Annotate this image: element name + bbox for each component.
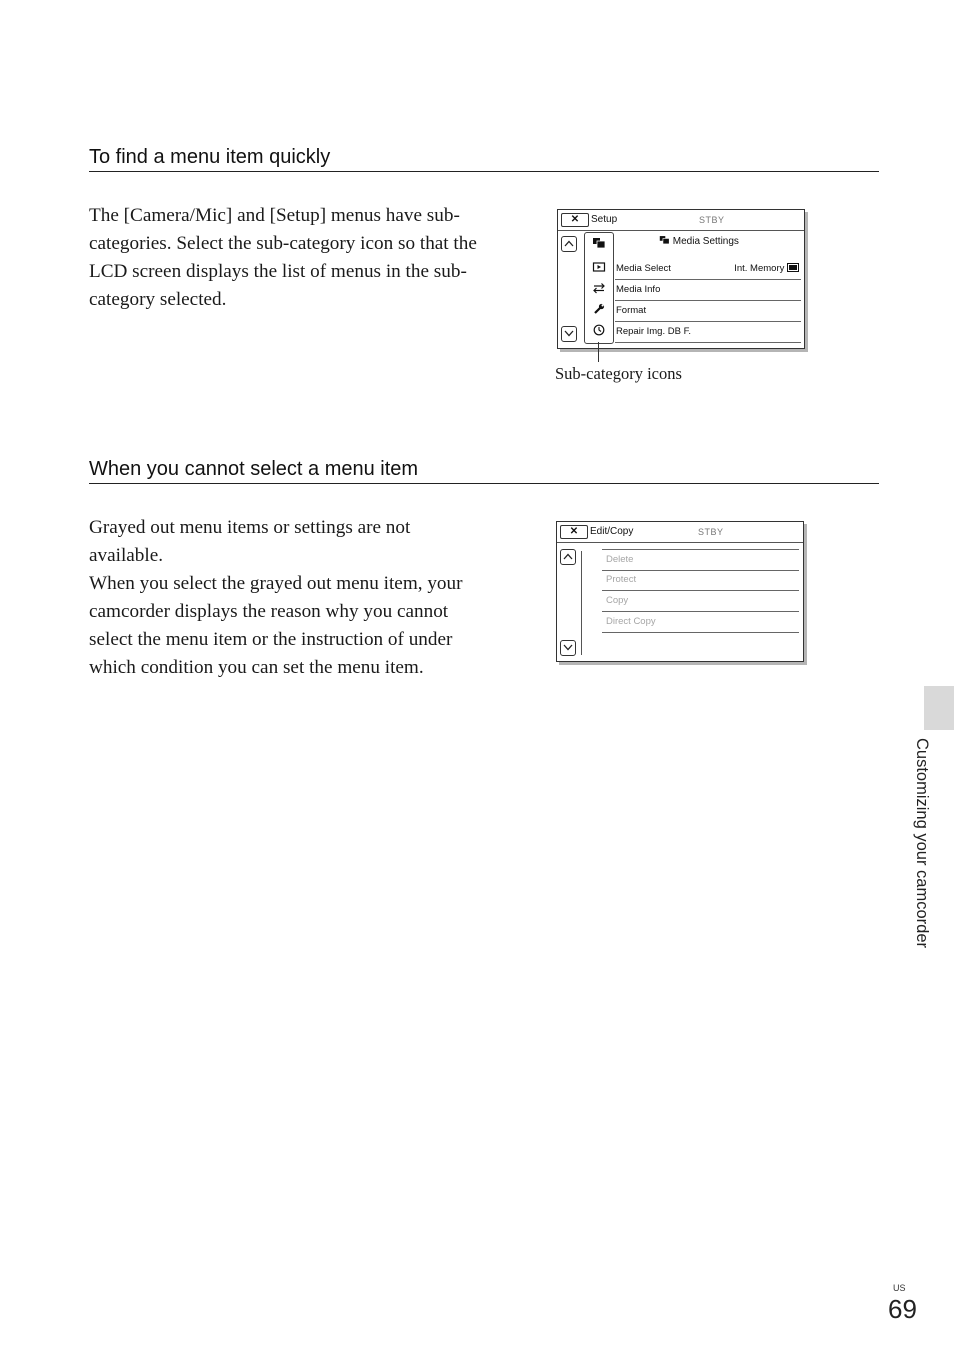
section-heading-cannot-select: When you cannot select a menu item: [89, 458, 879, 484]
chapter-tab: [924, 686, 954, 730]
menu-item-label: Repair Img. DB F.: [616, 326, 691, 337]
status-indicator: STBY: [699, 215, 725, 225]
chevron-down-icon: [564, 330, 574, 337]
connection-icon[interactable]: [589, 282, 609, 296]
subcategory-header: [659, 235, 739, 247]
status-indicator: STBY: [698, 527, 724, 537]
clock-icon[interactable]: [589, 324, 609, 338]
menu-item-label: Protect: [606, 574, 637, 585]
menu-item-label: Format: [616, 305, 647, 316]
page-number: 69: [888, 1294, 917, 1324]
chevron-up-icon: [563, 553, 573, 560]
callout-line: [598, 342, 599, 362]
menu-item-label: Direct Copy: [606, 616, 656, 627]
lcd-title: Setup: [591, 214, 618, 225]
menu-item-delete[interactable]: [602, 549, 799, 571]
chevron-up-icon: [564, 240, 574, 247]
lcd-top-bar: [557, 522, 803, 543]
menu-item-value: Int. Memory: [734, 259, 799, 279]
scroll-track[interactable]: [581, 551, 582, 655]
menu-item-format[interactable]: [615, 301, 801, 322]
menu-item-copy[interactable]: [602, 591, 799, 612]
scroll-up-button[interactable]: [560, 549, 576, 565]
menu-item-protect[interactable]: [602, 570, 799, 591]
media-settings-icon[interactable]: [589, 237, 609, 251]
media-settings-icon: [659, 235, 670, 245]
menu-item-label: Copy: [606, 595, 629, 606]
menu-item-label: Media Select: [616, 263, 671, 274]
region-code: US: [893, 1283, 906, 1293]
close-button[interactable]: ✕: [560, 525, 588, 539]
cannot-select-paragraphs: Grayed out menu items or settings are not available. When you select the grayed out menu item, your camcorder displays the reason why you cannot select the menu item or the instruction of under which condition you can set the menu item.: [89, 517, 463, 678]
subcategory-icon-column: [584, 232, 614, 344]
menu-item-direct-copy[interactable]: [602, 612, 799, 633]
subcategory-header-label: Media Settings: [672, 236, 739, 247]
playback-settings-icon[interactable]: [589, 261, 609, 275]
find-menu-paragraph: The [Camera/Mic] and [Setup] menus have sub-categories. Select the sub-category icon so that the LCD screen displays the list of menus in the sub-category selected.: [89, 205, 477, 310]
subcategory-icons-caption: Sub-category icons: [555, 364, 682, 383]
scroll-down-button[interactable]: [561, 326, 577, 342]
menu-item-label: Media Info: [616, 284, 661, 295]
lcd-title: Edit/Copy: [590, 526, 634, 537]
setup-lcd-screen: [557, 209, 805, 349]
menu-item-repair-img-db[interactable]: [615, 322, 801, 343]
menu-item-media-select[interactable]: [615, 259, 801, 280]
chevron-down-icon: [563, 644, 573, 651]
section-heading-find-menu: To find a menu item quickly: [89, 146, 879, 172]
general-settings-icon[interactable]: [589, 303, 609, 317]
internal-memory-icon: [787, 263, 799, 272]
lcd-top-bar: [558, 210, 804, 231]
scroll-up-button[interactable]: [561, 236, 577, 252]
menu-item-label: Delete: [606, 554, 634, 565]
edit-copy-lcd-screen: [556, 521, 804, 662]
close-button[interactable]: ✕: [561, 213, 589, 227]
scroll-down-button[interactable]: [560, 640, 576, 656]
chapter-label: Customizing your camcorder: [913, 738, 931, 948]
menu-item-media-info[interactable]: [615, 280, 801, 301]
